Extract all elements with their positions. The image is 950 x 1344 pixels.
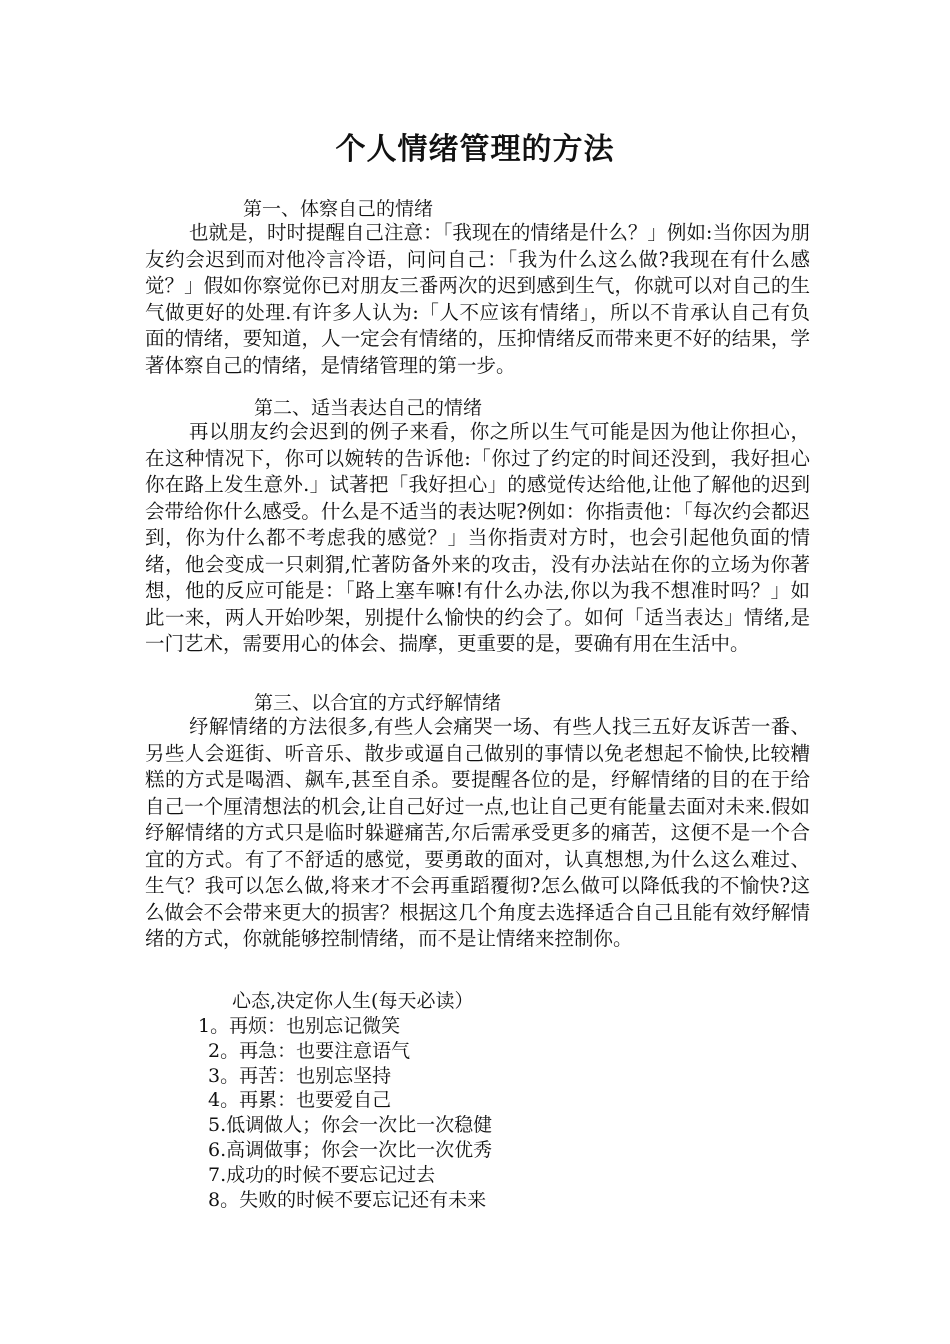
list-item: 4。再累：也要爱自己 [208,1089,392,1112]
list-item: 6.高调做事；你会一次比一次优秀 [208,1138,493,1161]
mindset-heading: 心态,决定你人生(每天必读） [232,990,474,1012]
page-title: 个人情绪管理的方法 [335,132,615,167]
section-heading-1: 第一、体察自己的情绪 [243,198,434,220]
mindset-list [198,1014,493,1212]
section-body-2: 再以朋友约会迟到的例子来看，你之所以生气可能是因为他让你担心，在这种情况下，你可以婉转的告诉他:「你过了约定的时间还没到，我好担心你在路上发生意外.」试著把「我好担心」的感觉传达给他,让他了解他的迟到会带给你什么感受。什么是不适当的表达呢?例如：你指责他：「每次约会都迟到，你为什么都不考虑我的感觉？」当你指责对方时，也会引起他负面的情绪，他会变成一只刺猬,忙著防备外来的攻击，没有办法站在你的立场为你著想，他的反应可能是：「路上塞车嘛!有什么办法,你以为我不想准时吗？」如此一来，两人开始吵架，别提什么愉快的约会了。如何「适当表达」情绪,是一门艺术，需要用心的体会、揣摩，更重要的是，要确有用在生活中。 [145,420,810,655]
list-item: 2。再急：也要注意语气 [208,1039,411,1062]
list-item: 1。再烦：也别忘记微笑 [198,1015,401,1037]
section-heading-2: 第二、适当表达自己的情绪 [254,397,483,419]
section-body-3: 纾解情绪的方法很多,有些人会痛哭一场、有些人找三五好友诉苦一番、另些人会逛街、听音乐、散步或逼自己做别的事情以免老想起不愉快,比较糟糕的方式是喝酒、飙车,甚至自杀。要提醒各位的是，纾解情绪的目的在于给自己一个厘清想法的机会,让自己好过一点,也让自己更有能量去面对未来.假如纾解情绪的方式只是临时躲避痛苦,尔后需承受更多的痛苦，这便不是一个合宜的方式。有了不舒适的感觉，要勇敢的面对，认真想想,为什么这么难过、生气？我可以怎么做,将来才不会再重蹈覆彻?怎么做可以降低我的不愉快?这么做会不会带来更大的损害？根据这几个角度去选择适合自己且能有效纾解情绪的方式，你就能够控制情绪，而不是让情绪来控制你。 [145,715,810,950]
section-body-1: 也就是，时时提醒自己注意：「我现在的情绪是什么？」例如:当你因为朋友约会迟到而对他冷言冷语，问问自己：「我为什么这么做?我现在有什么感觉？」假如你察觉你已对朋友三番两次的迟到感到生气，你就可以对自己的生气做更好的处理.有许多人认为:「人不应该有情绪」，所以不肯承认自己有负面的情绪，要知道，人一定会有情绪的，压抑情绪反而带来更不好的结果，学著体察自己的情绪，是情绪管理的第一步。 [145,221,810,377]
list-item: 8。失败的时候不要忘记还有未来 [208,1188,487,1211]
section-heading-3: 第三、以合宜的方式纾解情绪 [254,692,502,714]
list-item: 7.成功的时候不要忘记过去 [208,1163,436,1186]
list-item: 3。再苦：也别忘坚持 [208,1064,392,1087]
list-item: 5.低调做人；你会一次比一次稳健 [208,1114,493,1137]
